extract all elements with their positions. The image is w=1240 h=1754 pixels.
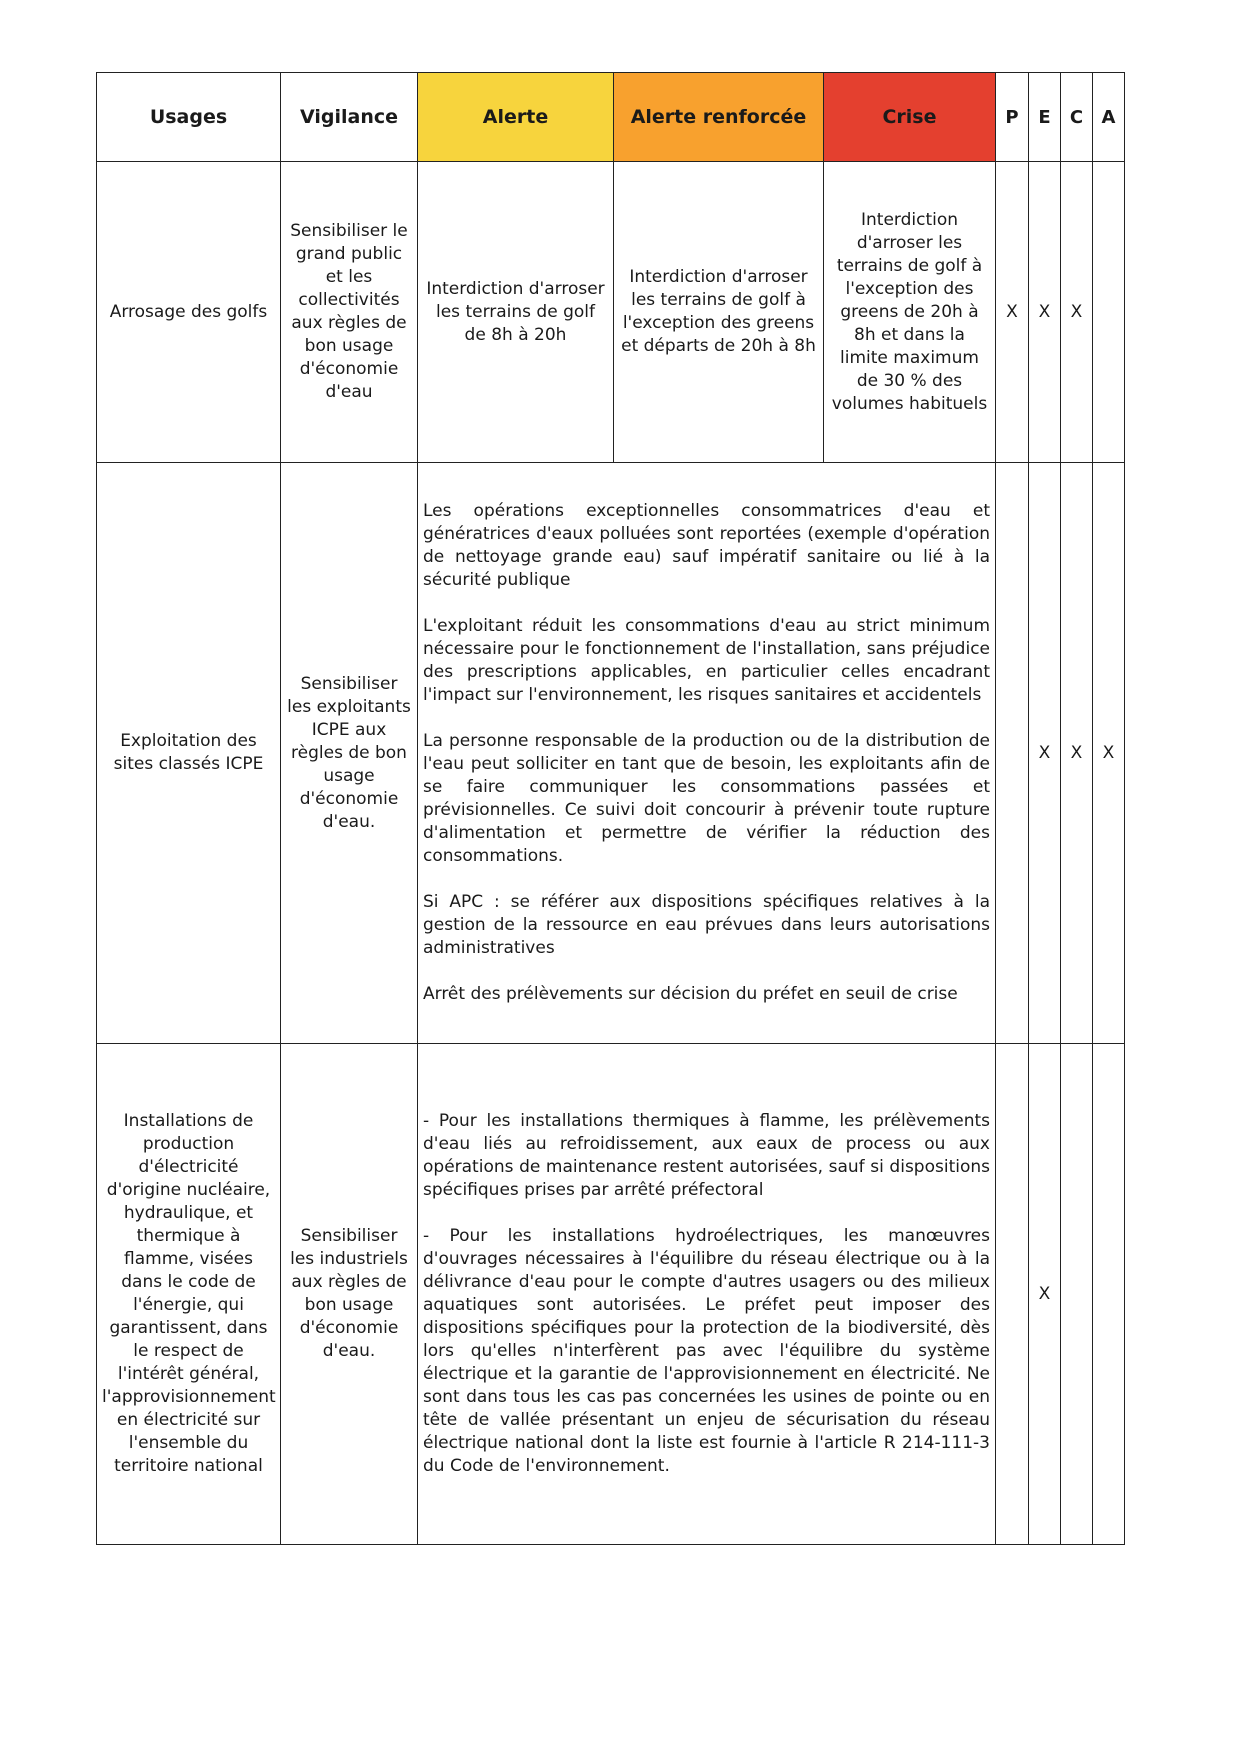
flag-a xyxy=(1093,162,1125,463)
flag-e: X xyxy=(1029,463,1061,1044)
vigilance-cell: Sensibiliser les exploitants ICPE aux règles de bon usage d'économie d'eau. xyxy=(281,463,418,1044)
header-a: A xyxy=(1093,73,1125,162)
header-e: E xyxy=(1029,73,1061,162)
flag-e: X xyxy=(1029,1044,1061,1545)
header-alerte: Alerte xyxy=(418,73,614,162)
usage-cell: Arrosage des golfs xyxy=(97,162,281,463)
flag-p xyxy=(996,463,1029,1044)
header-p: P xyxy=(996,73,1029,162)
usage-cell: Exploitation des sites classés ICPE xyxy=(97,463,281,1044)
header-row xyxy=(97,73,1125,162)
measure-paragraph: - Pour les installations thermiques à flamme, les prélèvements d'eau liés au refroidissement, aux eaux de process ou aux opérations de maintenance restent autorisées, sauf si dispositions spécifiques prises par arrêté préfectoral xyxy=(423,1111,990,1200)
alerte-renforcee-cell: Interdiction d'arroser les terrains de golf à l'exception des greens et départs de 20h à 8h xyxy=(614,162,824,463)
header-alerte-renforcee: Alerte renforcée xyxy=(614,73,824,162)
crise-cell: Interdiction d'arroser les terrains de golf à l'exception des greens de 20h à 8h et dans la limite maximum de 30 % des volumes habituels xyxy=(824,162,996,463)
vigilance-cell: Sensibiliser le grand public et les collectivités aux règles de bon usage d'économie d'eau xyxy=(281,162,418,463)
alerte-cell: Interdiction d'arroser les terrains de golf de 8h à 20h xyxy=(418,162,614,463)
measure-paragraph: Les opérations exceptionnelles consommatrices d'eau et génératrices d'eaux polluées sont reportées (exemple d'opération de nettoyage grande eau) sauf impératif sanitaire ou lié à la sécurité publique xyxy=(423,501,990,590)
measure-paragraph: - Pour les installations hydroélectriques, les manœuvres d'ouvrages nécessaires à l'équilibre du réseau électrique ou à la délivrance d'eau pour le compte d'autres usagers ou des milieux aquatiques sont autorisées. Le préfet peut imposer des dispositions spécifiques pour la protection de la biodiversité, dès lors qu'elles n'interfèrent pas avec l'équilibre du système électrique et la garantie de l'approvisionnement en électricité. Ne sont dans tous les cas pas concernées les usines de pointe ou en tête de vallée présentant un enjeu de sécurisation du réseau électrique national dont la liste est fournie à l'article R 214-111-3 du Code de l'environnement. xyxy=(423,1226,990,1476)
header-usages: Usages xyxy=(97,73,281,162)
measure-paragraph: La personne responsable de la production ou de la distribution de l'eau peut solliciter en tant que de besoin, les exploitants afin de se faire communiquer les consommations passées et prévisionnelles. Ce suivi doit concourir à prévenir toute rupture d'alimentation et permettre de vérifier la réduction des consommations. xyxy=(423,731,990,866)
flag-c: X xyxy=(1061,162,1093,463)
flag-p xyxy=(996,1044,1029,1545)
table-row-icpe xyxy=(97,463,1125,1044)
usage-cell: Installations de production d'électricité d'origine nucléaire, hydraulique, et thermique à flamme, visées dans le code de l'énergie, qui garantissent, dans le respect de l'intérêt général, l'approvisionnement en électricité sur l'ensemble du territoire national xyxy=(97,1044,281,1545)
flag-e: X xyxy=(1029,162,1061,463)
flag-a: X xyxy=(1093,463,1125,1044)
header-c: C xyxy=(1061,73,1093,162)
flag-a xyxy=(1093,1044,1125,1545)
header-crise: Crise xyxy=(824,73,996,162)
flag-c xyxy=(1061,1044,1093,1545)
table-row-golf xyxy=(97,162,1125,463)
flag-p: X xyxy=(996,162,1029,463)
measures-cell xyxy=(418,463,996,1044)
measure-paragraph: L'exploitant réduit les consommations d'eau au strict minimum nécessaire pour le fonctionnement de l'installation, sans préjudice des prescriptions applicables, en particulier celles encadrant l'impact sur l'environnement, les risques sanitaires et accidentels xyxy=(423,616,990,705)
table-row-electricite xyxy=(97,1044,1125,1545)
measure-paragraph: Arrêt des prélèvements sur décision du préfet en seuil de crise xyxy=(423,984,958,1004)
water-restriction-table xyxy=(96,72,1125,1545)
vigilance-cell: Sensibiliser les industriels aux règles de bon usage d'économie d'eau. xyxy=(281,1044,418,1545)
flag-c: X xyxy=(1061,463,1093,1044)
header-vigilance: Vigilance xyxy=(281,73,418,162)
measure-paragraph: Si APC : se référer aux dispositions spécifiques relatives à la gestion de la ressource en eau prévues dans leurs autorisations administratives xyxy=(423,892,990,958)
measures-cell xyxy=(418,1044,996,1545)
